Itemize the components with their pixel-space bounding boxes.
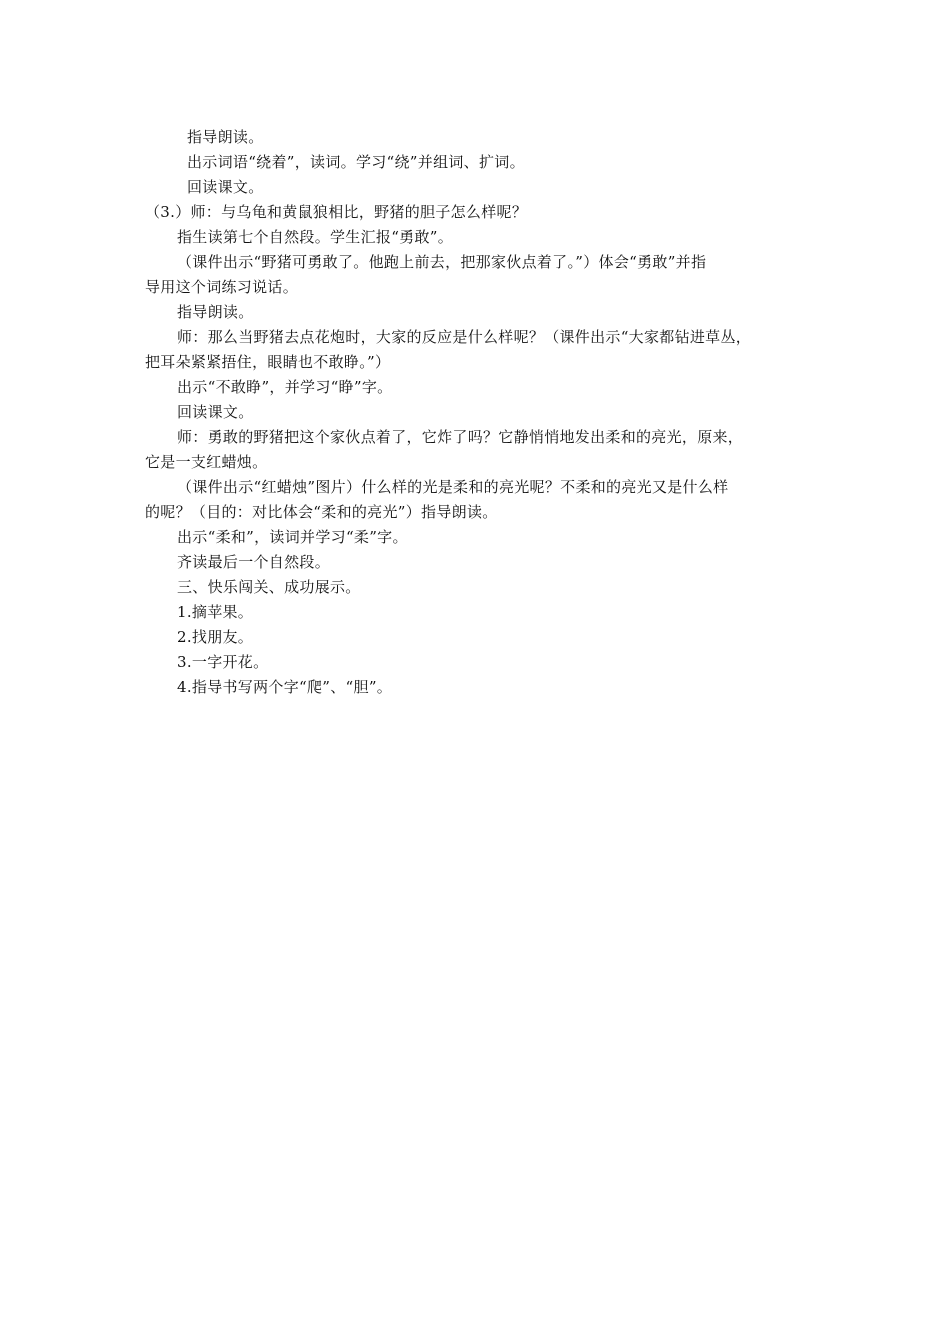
text-line: 出示“不敢睁”，并学习“睁”字。 [177,378,393,396]
text-line: 2.找朋友。 [177,628,254,646]
text-line: 指导朗读。 [187,128,264,146]
text-line: 4.指导书写两个字“爬”、“胆”。 [177,678,393,696]
text-line: 师：那么当野猪去点花炮时，大家的反应是什么样呢？（课件出示“大家都钻进草丛， [177,328,752,346]
text-line: 的呢？（目的：对比体会“柔和的亮光”）指导朗读。 [145,503,498,521]
text-line: 1.摘苹果。 [177,603,254,621]
text-line: 齐读最后一个自然段。 [177,553,331,571]
text-line: 回读课文。 [177,403,254,421]
text-line: （课件出示“野猪可勇敢了。他跑上前去，把那家伙点着了。”）体会“勇敢”并指 [177,253,707,271]
text-line: 回读课文。 [187,178,264,196]
text-line: 出示“柔和”，读词并学习“柔”字。 [177,528,408,546]
text-line: 出示词语“绕着”，读词。学习“绕”并组词、扩词。 [187,153,525,171]
text-line: （课件出示“红蜡烛”图片）什么样的光是柔和的亮光呢？不柔和的亮光又是什么样 [177,478,729,496]
text-line: 师：勇敢的野猪把这个家伙点着了，它炸了吗？它静悄悄地发出柔和的亮光，原来， [177,428,744,446]
text-line: 指导朗读。 [177,303,254,321]
text-line: （3.）师：与乌龟和黄鼠狼相比，野猪的胆子怎么样呢？ [145,203,528,221]
text-line: 导用这个词练习说话。 [145,278,299,296]
text-line: 3.一字开花。 [177,653,269,671]
text-line: 把耳朵紧紧捂住，眼睛也不敢睁。”） [145,353,391,371]
text-line: 指生读第七个自然段。学生汇报“勇敢”。 [177,228,454,246]
text-line: 它是一支红蜡烛。 [145,453,268,471]
text-line: 三、快乐闯关、成功展示。 [177,578,361,596]
